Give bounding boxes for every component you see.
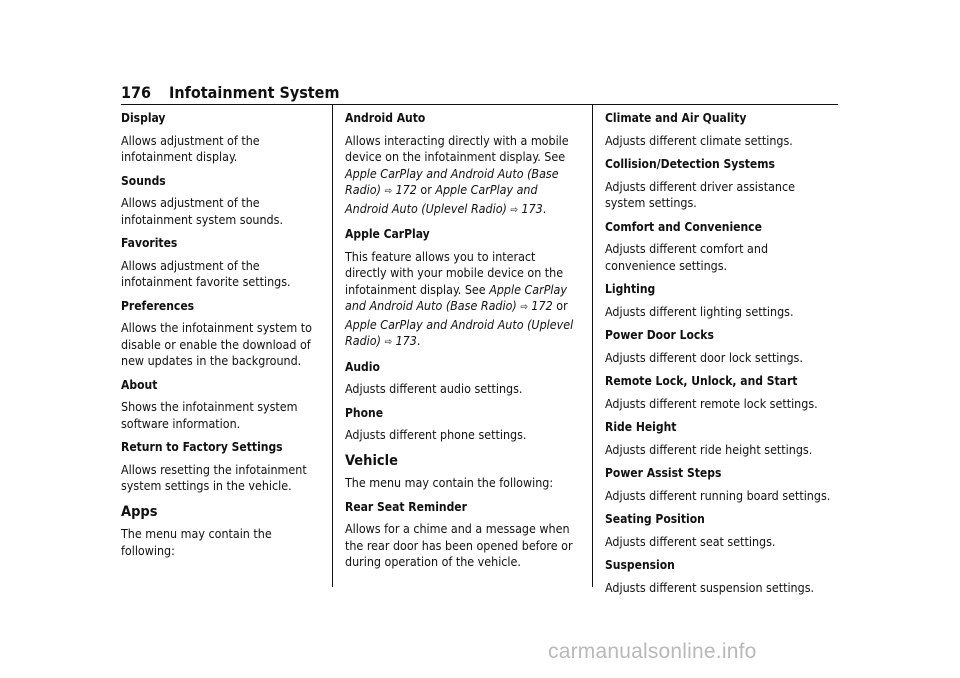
page-reference-arrow-icon: ⇨ — [520, 302, 528, 313]
android-ref-page-uplevel[interactable]: 173 — [521, 200, 543, 216]
android-auto-description: Allows interacting directly with a mobile device on the infotainment display. See — [345, 132, 569, 164]
vehicle-setting-text: Adjusts different running board settings. — [605, 487, 831, 503]
vehicle-setting-title: Ride Height — [605, 420, 677, 434]
page-header — [121, 82, 838, 105]
vehicle-setting-title: Seating Position — [605, 512, 705, 526]
page-reference-arrow-icon: ⇨ — [510, 204, 518, 216]
android-auto-text: Allows interacting directly with a mobile device on the infotainment display. See Apple CarPlay and Android Auto (Base Radio) ⇨ 172 or Apple CarPlay and Android Auto (Uplevel Radio) ⇨ 173. — [345, 132, 569, 216]
vehicle-setting-text: Adjusts different driver assistance system settings. — [605, 178, 795, 210]
phone-title: Phone — [345, 405, 384, 420]
android-auto-title: Android Auto — [345, 111, 426, 125]
vehicle-setting-text: Adjusts different ride height settings. — [605, 441, 813, 457]
page-reference-arrow-icon: ⇨ — [384, 337, 393, 348]
factory-settings-title: Return to Factory Settings — [121, 440, 283, 454]
or-text: or — [556, 298, 568, 313]
page-title: Infotainment System — [169, 83, 340, 102]
vehicle-setting-title: Collision/Detection Systems — [605, 157, 775, 171]
vehicle-setting-title: Suspension — [605, 558, 675, 572]
vehicle-setting-title: Comfort and Convenience — [605, 219, 762, 234]
vehicle-setting-text: Adjusts different lighting settings. — [605, 303, 794, 319]
column-2 — [345, 110, 577, 578]
vehicle-setting-text: Adjusts different seat settings. — [605, 533, 776, 549]
carplay-ref-page-uplevel[interactable]: 173 — [395, 333, 417, 348]
vehicle-setting-text: Adjusts different suspension settings. — [605, 579, 815, 595]
vehicle-text: The menu may contain the following: — [345, 475, 554, 490]
audio-text: Adjusts different audio settings. — [345, 381, 523, 396]
vehicle-setting-text: Adjusts different climate settings. — [605, 132, 793, 148]
page-number: 176 — [121, 83, 152, 102]
about-title: About — [121, 377, 158, 392]
apple-carplay-text: This feature allows you to interact directly with your mobile device on the infotainment display. See Apple CarPlay and Android Auto (Base Radio) ⇨ 172 or Apple CarPlay and Android Auto (Uplevel Radio) ⇨ 173. — [345, 248, 574, 348]
carplay-ref-page-base[interactable]: 172 — [531, 298, 553, 313]
carplay-ref-link-uplevel[interactable]: Apple CarPlay and Android Auto (Uplevel Radio) — [345, 316, 574, 348]
carplay-ref-link-base[interactable]: Apple CarPlay and Android Auto (Base Radio) — [345, 281, 567, 313]
apps-text: The menu may contain the following: — [121, 526, 272, 558]
column-3 — [605, 110, 837, 603]
vehicle-setting-title: Climate and Air Quality — [605, 111, 747, 125]
column-divider-2 — [592, 104, 593, 587]
or-text: or — [420, 182, 432, 197]
column-divider-1 — [332, 104, 333, 587]
vehicle-heading: Vehicle — [345, 452, 398, 469]
audio-title: Audio — [345, 359, 380, 374]
about-text: Shows the infotainment system software information. — [121, 399, 298, 431]
rear-seat-reminder-text: Allows for a chime and a message when the rear door has been opened before or during operation of the vehicle. — [345, 521, 573, 569]
display-title: Display — [121, 111, 166, 125]
vehicle-setting-title: Remote Lock, Unlock, and Start — [605, 374, 798, 388]
phone-text: Adjusts different phone settings. — [345, 427, 527, 442]
vehicle-setting-title: Power Assist Steps — [605, 466, 722, 480]
vehicle-setting-text: Adjusts different comfort and convenience settings. — [605, 241, 769, 273]
carplay-description: This feature allows you to interact directly with your mobile device on the infotainment display. See — [345, 248, 564, 297]
sounds-title: Sounds — [121, 173, 166, 188]
vehicle-setting-text: Adjusts different remote lock settings. — [605, 395, 818, 411]
android-ref-link-uplevel[interactable]: Apple CarPlay and Android Auto (Uplevel Radio) — [345, 182, 538, 216]
favorites-title: Favorites — [121, 236, 178, 250]
display-text: Allows adjustment of the infotainment display. — [121, 132, 260, 164]
vehicle-setting-title: Power Door Locks — [605, 328, 714, 342]
rear-seat-reminder-title: Rear Seat Reminder — [345, 499, 467, 514]
preferences-title: Preferences — [121, 298, 195, 313]
preferences-text: Allows the infotainment system to disable or enable the download of new updates in the background. — [121, 320, 312, 368]
apple-carplay-title: Apple CarPlay — [345, 227, 430, 241]
vehicle-setting-text: Adjusts different door lock settings. — [605, 349, 803, 365]
sounds-text: Allows adjustment of the infotainment system sounds. — [121, 195, 283, 227]
vehicle-setting-title: Lighting — [605, 282, 656, 296]
favorites-text: Allows adjustment of the infotainment favorite settings. — [121, 257, 291, 289]
factory-settings-text: Allows resetting the infotainment system settings in the vehicle. — [121, 461, 307, 493]
page-reference-arrow-icon: ⇨ — [384, 186, 393, 197]
android-ref-link-base[interactable]: Apple CarPlay and Android Auto (Base Radio) — [345, 165, 559, 197]
column-1 — [121, 110, 316, 566]
android-ref-page-base[interactable]: 172 — [395, 182, 417, 197]
watermark: carmanualsonline.info — [548, 640, 757, 663]
apps-heading: Apps — [121, 503, 158, 520]
